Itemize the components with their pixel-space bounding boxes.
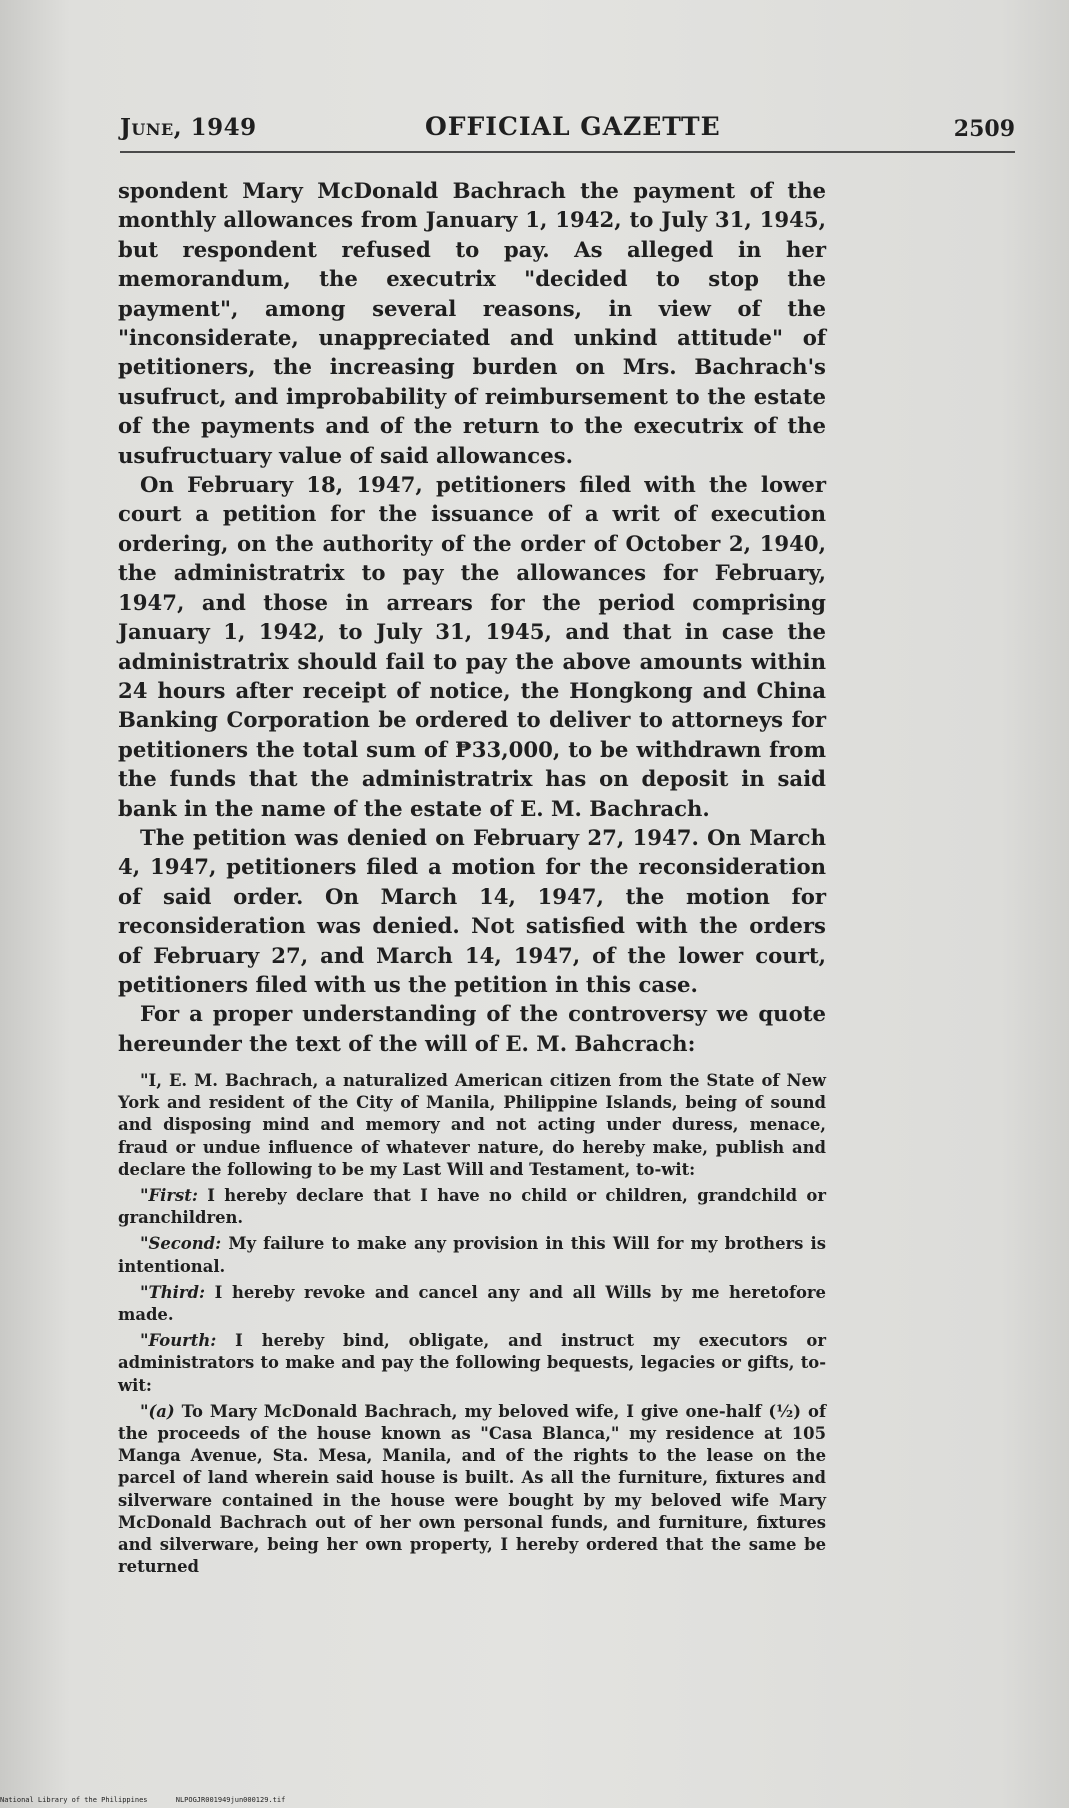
quote-first-label: "First: (140, 1186, 198, 1206)
quote-second (118, 1233, 826, 1277)
quote-third (118, 1282, 826, 1326)
quote-third-label: "Third: (140, 1282, 206, 1302)
header-date: June, 1949 (120, 114, 257, 141)
scan-footer (0, 1796, 309, 1804)
paragraph-3: The petition was denied on February 27, 1947. On March 4, 1947, petitioners filed a motion for the reconsideration of said order. On March 14, 1947, the motion for reconsideration was denied. Not satisfied with the orders of February 27, and March 14, 1947, of the lower court, petitioners filed with us the petition in this case. (118, 824, 826, 997)
quote-fourth (118, 1330, 826, 1397)
quote-a (118, 1401, 826, 1579)
header-page-number: 2509 (953, 116, 1015, 142)
quote-first-text: I hereby declare that I have no child or children, grandchild or granchildren. (118, 1186, 826, 1228)
paragraph-4: For a proper understanding of the controversy we quote hereunder the text of the will of E. M. Bahcrach: (118, 1001, 826, 1056)
paragraph-1: spondent Mary McDonald Bachrach the payment of the monthly allowances from January 1, 1942, to July 31, 1945, but respondent refused to pay. As alleged in her memorandum, the executrix "decided to stop the payment", among several reasons, in view of the "inconsiderate, unappreciated and unkind attitude" of petitioners, the increasing burden on Mrs. Bachrach's usufruct, and improbability of reimbursement to the estate of the payments and of the return to the executrix of the usufructuary value of said allowances. (118, 178, 826, 468)
will-quotation (118, 1070, 826, 1582)
footer-source: National Library of the Philippines (0, 1796, 148, 1804)
header-title: OFFICIAL GAZETTE (425, 112, 721, 141)
quote-a-label: "(a) (140, 1401, 175, 1421)
quote-a-text: To Mary McDonald Bachrach, my beloved wife, I give one-half (½) of the proceeds of the house known as "Casa Blanca," my residence at 105 Manga Avenue, Sta. Mesa, Manila, and of the rights to the lease on the parcel of land wherein said house is built. As all the furniture, fixtures and silverware contained in the house were bought by my beloved wife Mary McDonald Bachrach out of her own personal funds, and furniture, fixtures and silverware, being her own property, I hereby ordered that the same be returned (118, 1401, 826, 1577)
quote-fourth-text: I hereby bind, obligate, and instruct my executors or administrators to make and pay the following bequests, legacies or gifts, to-wit: (118, 1331, 826, 1395)
quote-second-label: "Second: (140, 1234, 222, 1254)
quote-third-text: I hereby revoke and cancel any and all Wills by me heretofore made. (118, 1282, 826, 1325)
body-text (118, 176, 826, 1058)
header-rule (120, 151, 1015, 153)
quote-fourth-label: "Fourth: (140, 1331, 217, 1351)
quote-second-text: My failure to make any provision in this Will for my brothers is intentional. (118, 1234, 826, 1276)
quote-intro: "I, E. M. Bachrach, a naturalized American citizen from the State of New York and resident of the City of Manila, Philippine Islands, being of sound and disposing mind and memory and not acting under duress, menace, fraud or undue influence of whatever nature, do hereby make, publish and declare the following to be my Last Will and Testament, to-wit: (118, 1071, 826, 1179)
footer-filename: NLPOGJR001949jun000129.tif (175, 1796, 286, 1804)
quote-first (118, 1185, 826, 1229)
page-header (120, 110, 1015, 150)
paragraph-2: On February 18, 1947, petitioners filed with the lower court a petition for the issuance of a writ of execution ordering, on the authority of the order of October 2, 1940, the administratrix to pay the allowances for February, 1947, and those in arrears for the period comprising January 1, 1942, to July 31, 1945, and that in case the administratrix should fail to pay the above amounts within 24 hours after receipt of notice, the Hongkong and China Banking Corporation be ordered to deliver to attorneys for petitioners the total sum of ₱33,000, to be withdrawn from the funds that the administratrix has on deposit in said bank in the name of the estate of E. M. Bachrach. (118, 472, 826, 821)
